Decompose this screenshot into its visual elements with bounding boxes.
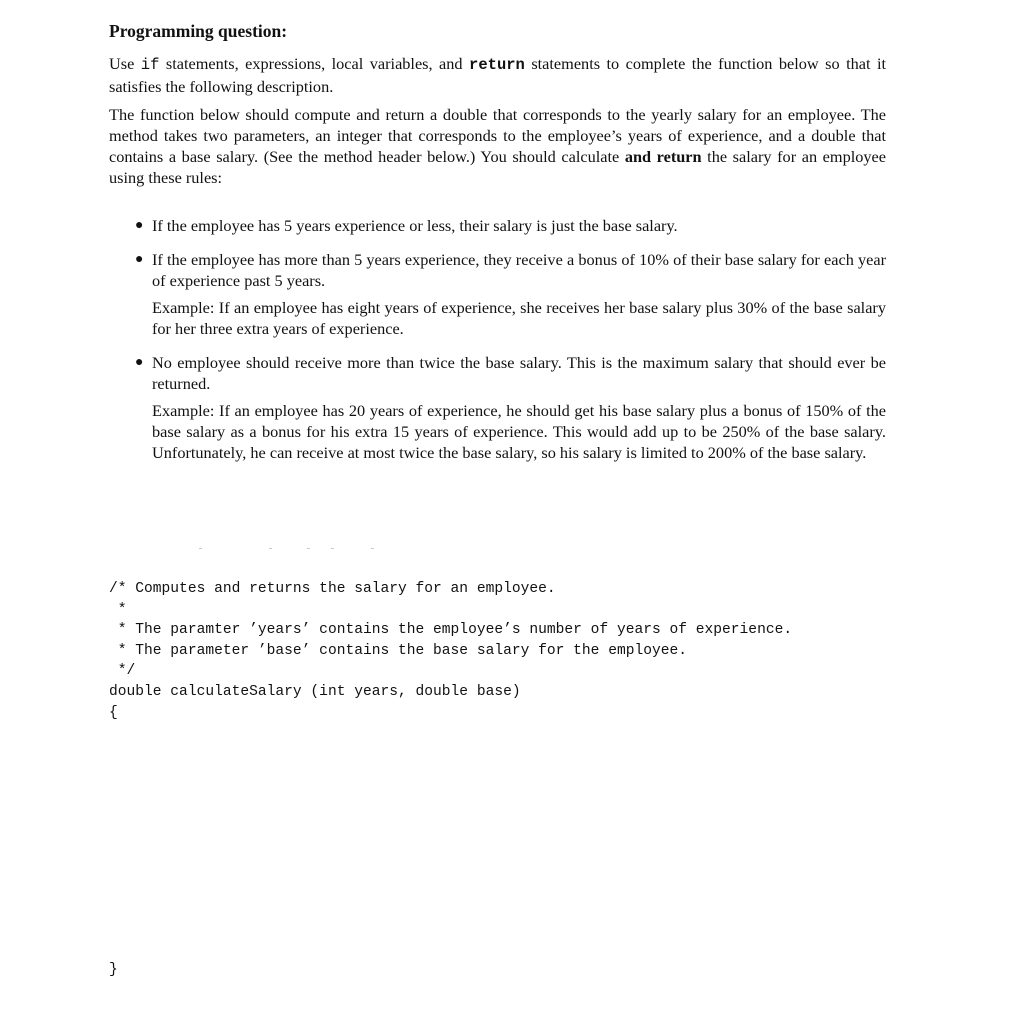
keyword-return: return bbox=[469, 56, 525, 74]
intro-text-1: Use bbox=[109, 54, 141, 73]
rule-item bbox=[135, 249, 886, 291]
intro-text-2: statements, expressions, local variables, and bbox=[159, 54, 470, 73]
scan-speck bbox=[199, 548, 202, 549]
method-signature: double calculateSalary (int years, double base) bbox=[109, 683, 521, 700]
scan-speck bbox=[331, 548, 334, 549]
rule-item bbox=[135, 215, 886, 236]
description-text-1: The function below should compute and return a double that corresponds to the yearly salary for an employee. The method takes two parameters, an integer that corresponds to the employee’s years of experience, and a double that contains a base salary. (See the method header below.) You should calculate bbox=[109, 105, 886, 166]
comment-line: * The parameter ’base’ contains the base salary for the employee. bbox=[109, 642, 688, 659]
description-paragraph bbox=[109, 104, 886, 188]
scan-artifacts bbox=[199, 548, 479, 550]
document-page bbox=[109, 0, 886, 1024]
scan-speck bbox=[307, 548, 310, 549]
rule-text: If the employee has 5 years experience or less, their salary is just the base salary. bbox=[152, 216, 678, 235]
bullet-icon: ● bbox=[135, 355, 144, 370]
bullet-icon: ● bbox=[135, 218, 144, 233]
rule-example: Example: If an employee has eight years of experience, she receives her base salary plus 30% of the base salary for her three extra years of experience. bbox=[152, 298, 886, 338]
scan-speck bbox=[269, 548, 272, 549]
intro-text-3: statements to complete the function below so that it satisfies the following description. bbox=[109, 54, 887, 96]
open-brace: { bbox=[109, 705, 118, 721]
rule-item bbox=[135, 352, 886, 394]
keyword-if: if bbox=[140, 56, 160, 74]
rule-example: Example: If an employee has 20 years of experience, he should get his base salary plus a bonus of 150% of the base salary as a bonus for his extra 15 years of experience. This would add up to be 250% of the base salary. Unfortunately, he can receive at most twice the base salary, so his salary is limited to 200% of the base salary. bbox=[152, 401, 886, 462]
rule-text: No employee should receive more than twice the base salary. This is the maximum salary that should ever be returned. bbox=[152, 353, 886, 393]
bullet-icon: ● bbox=[135, 252, 144, 267]
rule-text: If the employee has more than 5 years experience, they receive a bonus of 10% of their base salary for each year of experience past 5 years. bbox=[152, 250, 886, 290]
comment-line: * bbox=[109, 601, 127, 618]
description-text-2: the salary for an employee using these rules: bbox=[109, 147, 886, 187]
comment-line: * The paramter ’years’ contains the employee’s number of years of experience. bbox=[109, 622, 793, 639]
description-bold: and return bbox=[624, 147, 702, 166]
comment-line: /* Computes and returns the salary for an employee. bbox=[109, 581, 556, 597]
intro-paragraph bbox=[109, 53, 886, 97]
comment-line: */ bbox=[109, 663, 136, 680]
code-comment bbox=[109, 579, 792, 703]
close-brace: } bbox=[109, 962, 118, 978]
question-title: Programming question: bbox=[109, 21, 288, 41]
scan-speck bbox=[371, 548, 374, 549]
